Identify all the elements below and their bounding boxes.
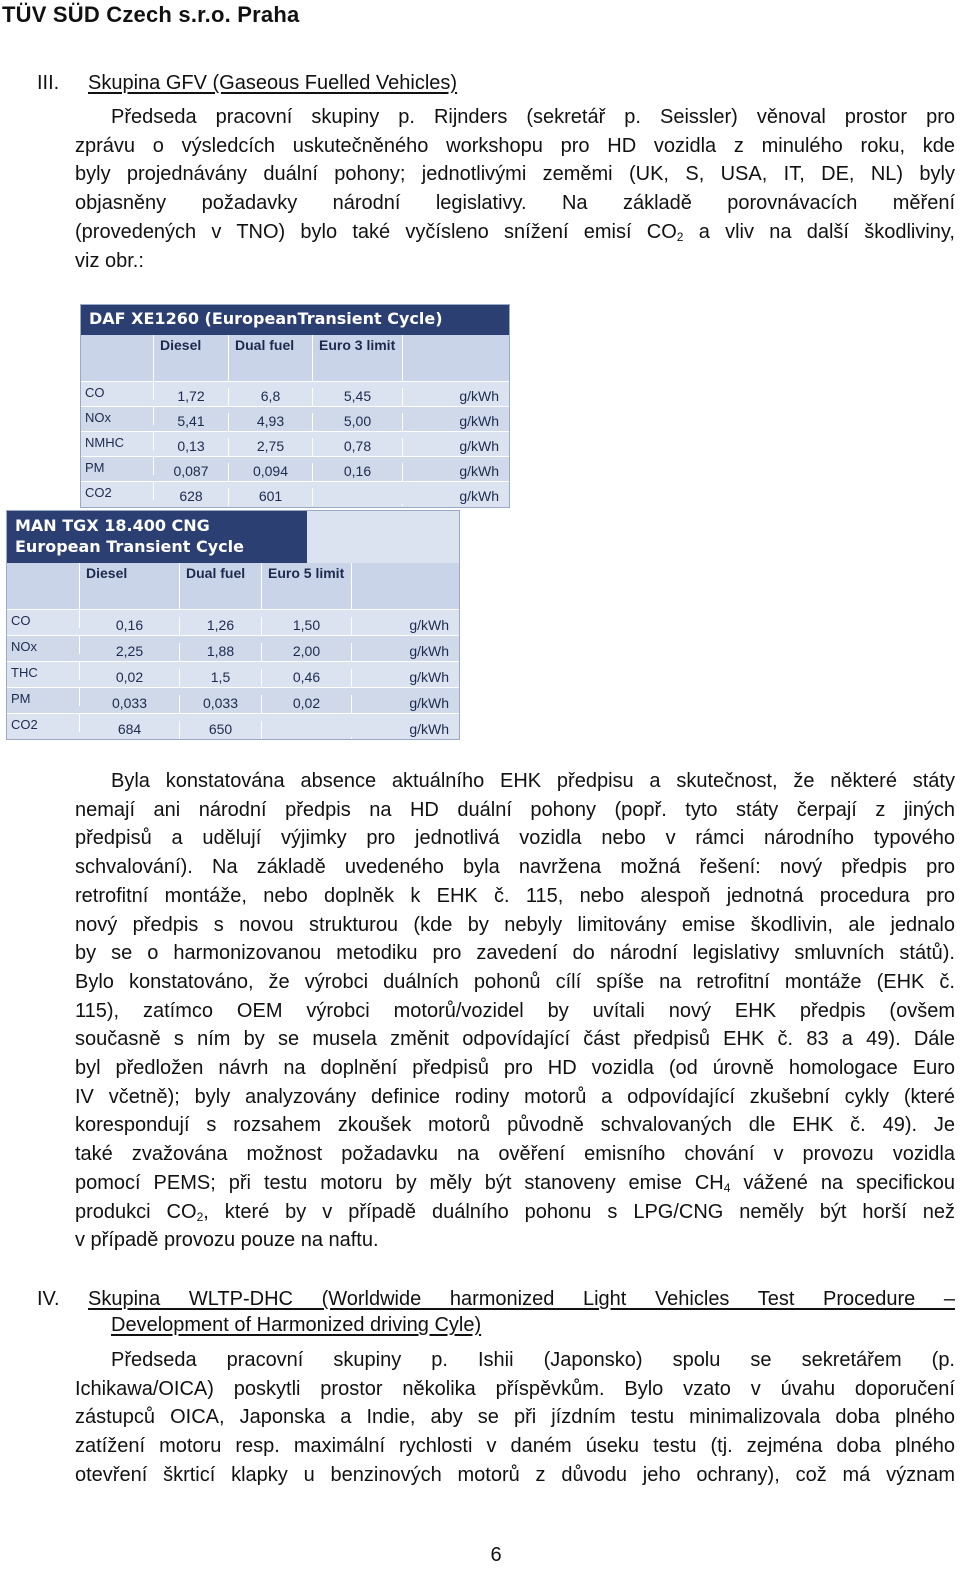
unit-value: g/kWh	[409, 617, 449, 633]
text-line: IV včetně); byly analyzovány definice rodiny motorů a odpovídající zkušební cykly (které	[75, 1085, 955, 1108]
text-line: retrofitní montáže, nebo doplněk k EHK č. 115, nebo alespoň jednotná procedura pro	[75, 884, 955, 907]
limit-value: 0,78	[313, 438, 403, 456]
section-3-title: Skupina GFV (Gaseous Fuelled Vehicles)	[88, 72, 458, 94]
text-line: v případě provozu pouze na naftu.	[75, 1229, 379, 1252]
text-line: viz obr.:	[75, 249, 144, 272]
text-line: pomocí PEMS; při testu motoru by měly být stanoveny emise $CH_4$ vážené na specifickou	[75, 1171, 955, 1195]
row-label: CO2	[81, 482, 154, 500]
diesel-value: 1,72	[154, 388, 229, 406]
row-label: PM	[81, 457, 154, 475]
text-line: nemají ani národní předpis na HD duální pohony (popř. tyto státy čerpají z jiných	[75, 798, 955, 821]
table-header-cell: Diesel	[80, 563, 180, 609]
table-header-row	[81, 335, 509, 381]
diesel-value: 0,087	[154, 463, 229, 481]
text-line: 115), zatímco OEM výrobci motorů/vozidel by uvítali nový EHK předpis (ovšem	[75, 999, 955, 1022]
row-label: CO	[7, 610, 80, 628]
table-header-empty	[7, 563, 80, 609]
text-line: (provedených v TNO) bylo také vyčísleno snížení emisí $CO_2$ a vliv na další škodliviny,	[75, 220, 955, 244]
text-line: současně s ním by se musela změnit odpovídající část předpisů EHK č. 83 a 49). Dále	[75, 1028, 955, 1051]
dual-fuel-value: 6,8	[229, 388, 313, 406]
limit-value: 2,00	[262, 643, 352, 661]
table-header-empty	[352, 563, 457, 609]
dual-fuel-value: 1,88	[180, 643, 262, 661]
unit-value: g/kWh	[459, 463, 499, 479]
text-line: byly projednávány duální pohony; jednotlivými zeměmi (UK, S, USA, IT, DE, NL) byly	[75, 163, 955, 186]
unit-value: g/kWh	[459, 488, 499, 504]
section-4-number: IV.	[37, 1288, 60, 1310]
text-line: korespondují s rozsahem zkoušek motorů původně schvalovaných dle EHK č. 49). Je	[75, 1114, 955, 1137]
limit-value: 1,50	[262, 617, 352, 635]
limit-value: 0,46	[262, 669, 352, 687]
diesel-value: 628	[154, 488, 229, 506]
row-label: THC	[7, 662, 80, 680]
dual-fuel-value: 0,033	[180, 695, 262, 713]
table-row	[7, 609, 459, 635]
table-header-empty	[81, 335, 154, 381]
text-line: předpisů a udělují výjimky pro jednotlivá vozidla nebo v rámci národního typového	[75, 827, 955, 850]
unit-value: g/kWh	[459, 413, 499, 429]
text-line: nový předpis s novou strukturou (kde by nebyly limitovány emise škodlivin, ale jednalo	[75, 913, 955, 936]
section-4-paragraph	[75, 1346, 955, 1490]
text-line: Předseda pracovní skupiny p. Rijnders (sekretář p. Seissler) věnoval prostor pro	[111, 106, 955, 128]
page-header-title: TÜV SÜD Czech s.r.o. Praha	[2, 2, 300, 27]
text-line: produkci $CO_2$, které by v případě duálního pohonu s LPG/CNG neměly být horší než	[75, 1200, 956, 1224]
table-header-cell: Dual fuel	[229, 335, 313, 381]
table-header-cell: Dual fuel	[180, 563, 262, 609]
limit-value: 0,02	[262, 695, 352, 713]
table-row	[7, 635, 459, 661]
table-body	[7, 609, 459, 739]
diesel-value: 2,25	[80, 643, 180, 661]
table-header-cell: Euro 5 limit	[262, 563, 352, 609]
unit-value: g/kWh	[459, 388, 499, 404]
text-line: by se o harmonizovanou metodiku pro zavedení do národní legislativy smluvních států).	[75, 942, 955, 965]
table-header-cell: Euro 3 limit	[313, 335, 403, 381]
text-line: Předseda pracovní skupiny p. Ishii (Japonsko) spolu se sekretářem (p.	[111, 1349, 955, 1371]
dual-fuel-value: 650	[180, 721, 262, 739]
diesel-value: 684	[80, 721, 180, 739]
section-4-title-line-2: Development of Harmonized driving Cyle)	[111, 1314, 482, 1336]
table-title: DAF XE1260 (EuropeanTransient Cycle)	[81, 305, 509, 335]
diesel-value: 5,41	[154, 413, 229, 431]
table-row	[81, 431, 509, 456]
limit-value: 0,16	[313, 463, 403, 481]
text-line: schvalování). Na základě uvedeného byla navržena možná řešení: nový předpis pro	[75, 856, 955, 879]
diesel-value: 0,02	[80, 669, 180, 687]
unit-value: g/kWh	[409, 695, 449, 711]
section-3-paragraph-1	[75, 103, 955, 275]
row-label: NOx	[81, 407, 154, 425]
text-line: Bylo konstatováno, že výrobci duálních pohonů cílí spíše na retrofitní montáže (EHK č.	[75, 970, 955, 993]
row-label: CO2	[7, 714, 80, 732]
table-row	[7, 713, 459, 739]
emissions-table-man	[6, 510, 460, 740]
page-number: 6	[490, 1544, 502, 1566]
section-3-paragraph-2	[75, 767, 955, 1255]
row-label: NMHC	[81, 432, 154, 450]
row-label: CO	[81, 382, 154, 400]
text-line: objasněny požadavky národní legislativy. Na základě porovnávacích měření	[75, 192, 955, 215]
table-row	[7, 687, 459, 713]
table-row	[7, 661, 459, 687]
row-label: NOx	[7, 636, 80, 654]
table-header-row	[7, 563, 459, 609]
text-line: byl předložen návrh na doplnění předpisů pro HD vozidla (od úrovně homologace Euro	[75, 1057, 955, 1080]
limit-value	[262, 737, 352, 739]
text-line: zástupců OICA, Japonska a Indie, aby se při jízdním testu minimalizovala doba plného	[75, 1406, 955, 1429]
table-header-cell: Diesel	[154, 335, 229, 381]
emissions-table-daf	[80, 304, 510, 508]
unit-value: g/kWh	[409, 669, 449, 685]
unit-value: g/kWh	[409, 721, 449, 737]
text-line: Ichikawa/OICA) poskytli prostor několika příspěvkům. Bylo vzato v úvahu doporučení	[75, 1377, 955, 1400]
table-row	[81, 406, 509, 431]
table-header-empty	[403, 335, 507, 381]
text-line: zprávu o výsledcích uskutečněného workshopu pro HD vozidla z minulého roku, kde	[75, 134, 955, 157]
text-line: zatížení motoru resp. maximální rychlosti v daném úseku testu (tj. zejména doba plného	[75, 1435, 955, 1458]
row-label: PM	[7, 688, 80, 706]
table-row	[81, 381, 509, 406]
diesel-value: 0,033	[80, 695, 180, 713]
dual-fuel-value: 0,094	[229, 463, 313, 481]
dual-fuel-value: 4,93	[229, 413, 313, 431]
table-row	[81, 456, 509, 481]
table-title: MAN TGX 18.400 CNG European Transient Cycle	[7, 511, 307, 563]
text-line: otevření škrticí klapky u benzinových motorů z důvodu jeho ochrany), což má význam	[75, 1463, 955, 1486]
unit-value: g/kWh	[409, 643, 449, 659]
text-line: také zvažována možnost požadavku na ověření emisního chování v provozu vozidla	[75, 1143, 955, 1166]
dual-fuel-value: 1,26	[180, 617, 262, 635]
section-4-title-line-1: Skupina WLTP-DHC (Worldwide harmonized Light Vehicles Test Procedure –	[88, 1288, 955, 1310]
diesel-value: 0,16	[80, 617, 180, 635]
text-line: Byla konstatována absence aktuálního EHK předpisu a skutečnost, že některé státy	[111, 770, 955, 792]
dual-fuel-value: 601	[229, 488, 313, 506]
table-row	[81, 481, 509, 506]
dual-fuel-value: 1,5	[180, 669, 262, 687]
unit-value: g/kWh	[459, 438, 499, 454]
dual-fuel-value: 2,75	[229, 438, 313, 456]
diesel-value: 0,13	[154, 438, 229, 456]
table-body	[81, 381, 509, 506]
limit-value: 5,00	[313, 413, 403, 431]
limit-value	[313, 504, 403, 506]
limit-value: 5,45	[313, 388, 403, 406]
section-3-number: III.	[37, 72, 60, 94]
